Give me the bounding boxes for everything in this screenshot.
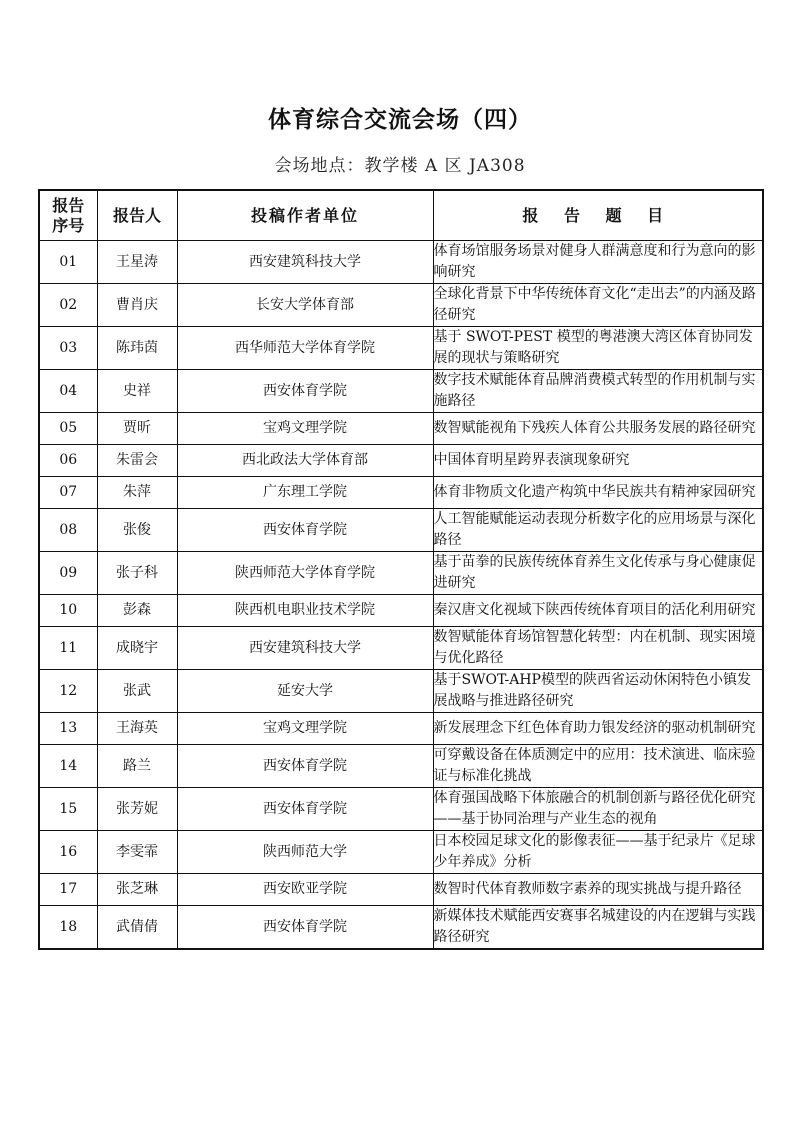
cell-seq: 18 xyxy=(39,906,97,950)
table-row xyxy=(39,670,763,713)
cell-reporter: 贾昕 xyxy=(97,413,177,445)
cell-reporter: 曹肖庆 xyxy=(97,284,177,327)
cell-seq: 04 xyxy=(39,370,97,413)
cell-reporter: 李雯霏 xyxy=(97,831,177,874)
cell-reporter: 张俊 xyxy=(97,509,177,552)
table-row xyxy=(39,595,763,627)
cell-topic: 数智时代体育教师数字素养的现实挑战与提升路径 xyxy=(433,874,763,906)
cell-reporter: 张芳妮 xyxy=(97,788,177,831)
cell-unit: 西安体育学院 xyxy=(177,906,433,950)
cell-unit: 宝鸡文理学院 xyxy=(177,413,433,445)
cell-topic: 数智赋能视角下残疾人体育公共服务发展的路径研究 xyxy=(433,413,763,445)
cell-unit: 陕西师范大学体育学院 xyxy=(177,552,433,595)
cell-topic: 新媒体技术赋能西安赛事名城建设的内在逻辑与实践路径研究 xyxy=(433,906,763,950)
table-row xyxy=(39,509,763,552)
cell-unit: 西华师范大学体育学院 xyxy=(177,327,433,370)
table-row xyxy=(39,477,763,509)
table-row xyxy=(39,745,763,788)
table-header-row xyxy=(39,190,763,241)
cell-reporter: 武倩倩 xyxy=(97,906,177,950)
table-row xyxy=(39,788,763,831)
cell-seq: 06 xyxy=(39,445,97,477)
cell-unit: 延安大学 xyxy=(177,670,433,713)
table-row xyxy=(39,552,763,595)
header-unit: 投稿作者单位 xyxy=(177,190,433,241)
table-row xyxy=(39,627,763,670)
cell-topic: 日本校园足球文化的影像表征——基于纪录片《足球少年养成》分析 xyxy=(433,831,763,874)
cell-seq: 15 xyxy=(39,788,97,831)
table-row xyxy=(39,370,763,413)
cell-seq: 10 xyxy=(39,595,97,627)
table-row xyxy=(39,445,763,477)
cell-topic: 人工智能赋能运动表现分析数字化的应用场景与深化路径 xyxy=(433,509,763,552)
cell-unit: 西安体育学院 xyxy=(177,509,433,552)
cell-topic: 中国体育明星跨界表演现象研究 xyxy=(433,445,763,477)
cell-topic: 体育场馆服务场景对健身人群满意度和行为意向的影响研究 xyxy=(433,241,763,284)
header-seq xyxy=(39,190,97,241)
venue-location: 会场地点：教学楼 A 区 JA308 xyxy=(274,156,526,176)
cell-seq: 13 xyxy=(39,713,97,745)
header-reporter: 报告人 xyxy=(97,190,177,241)
cell-seq: 11 xyxy=(39,627,97,670)
cell-seq: 09 xyxy=(39,552,97,595)
page-title: 体育综合交流会场（四） xyxy=(268,107,532,133)
cell-unit: 西安体育学院 xyxy=(177,788,433,831)
cell-reporter: 王海英 xyxy=(97,713,177,745)
header-topic: 报 告 题 目 xyxy=(433,190,763,241)
cell-topic: 体育强国战略下体旅融合的机制创新与路径优化研究——基于协同治理与产业生态的视角 xyxy=(433,788,763,831)
cell-seq: 07 xyxy=(39,477,97,509)
cell-topic: 数字技术赋能体育品牌消费模式转型的作用机制与实施路径 xyxy=(433,370,763,413)
cell-unit: 陕西师范大学 xyxy=(177,831,433,874)
cell-unit: 长安大学体育部 xyxy=(177,284,433,327)
cell-reporter: 张芝琳 xyxy=(97,874,177,906)
cell-unit: 宝鸡文理学院 xyxy=(177,713,433,745)
cell-reporter: 朱萍 xyxy=(97,477,177,509)
cell-reporter: 朱雷会 xyxy=(97,445,177,477)
table-row xyxy=(39,327,763,370)
cell-unit: 西安欧亚学院 xyxy=(177,874,433,906)
cell-reporter: 张武 xyxy=(97,670,177,713)
cell-topic: 体育非物质文化遗产构筑中华民族共有精神家园研究 xyxy=(433,477,763,509)
cell-seq: 02 xyxy=(39,284,97,327)
table-row xyxy=(39,241,763,284)
cell-reporter: 彭森 xyxy=(97,595,177,627)
cell-reporter: 成晓宇 xyxy=(97,627,177,670)
cell-topic: 可穿戴设备在体质测定中的应用：技术演进、临床验证与标准化挑战 xyxy=(433,745,763,788)
cell-reporter: 张子科 xyxy=(97,552,177,595)
cell-topic: 新发展理念下红色体育助力银发经济的驱动机制研究 xyxy=(433,713,763,745)
cell-unit: 西安体育学院 xyxy=(177,745,433,788)
cell-reporter: 陈玮茵 xyxy=(97,327,177,370)
cell-topic: 基于苗拳的民族传统体育养生文化传承与身心健康促进研究 xyxy=(433,552,763,595)
table-row xyxy=(39,284,763,327)
cell-reporter: 史祥 xyxy=(97,370,177,413)
table-row xyxy=(39,713,763,745)
cell-topic: 数智赋能体育场馆智慧化转型：内在机制、现实困境与优化路径 xyxy=(433,627,763,670)
table-row xyxy=(39,413,763,445)
cell-seq: 17 xyxy=(39,874,97,906)
table-row xyxy=(39,874,763,906)
table-row xyxy=(39,831,763,874)
cell-seq: 01 xyxy=(39,241,97,284)
report-schedule-table xyxy=(38,189,764,950)
cell-seq: 12 xyxy=(39,670,97,713)
cell-unit: 西北政法大学体育部 xyxy=(177,445,433,477)
cell-topic: 基于 SWOT-PEST 模型的粤港澳大湾区体育协同发展的现状与策略研究 xyxy=(433,327,763,370)
cell-topic: 秦汉唐文化视域下陕西传统体育项目的活化利用研究 xyxy=(433,595,763,627)
cell-seq: 14 xyxy=(39,745,97,788)
cell-topic: 全球化背景下中华传统体育文化“走出去”的内涵及路径研究 xyxy=(433,284,763,327)
header-seq-line1: 报告 xyxy=(52,195,85,215)
cell-reporter: 王星涛 xyxy=(97,241,177,284)
cell-seq: 08 xyxy=(39,509,97,552)
cell-unit: 西安建筑科技大学 xyxy=(177,627,433,670)
cell-topic: 基于SWOT-AHP模型的陕西省运动休闲特色小镇发展战略与推进路径研究 xyxy=(433,670,763,713)
table-row xyxy=(39,906,763,950)
cell-unit: 西安建筑科技大学 xyxy=(177,241,433,284)
cell-unit: 西安体育学院 xyxy=(177,370,433,413)
cell-unit: 陕西机电职业技术学院 xyxy=(177,595,433,627)
cell-reporter: 路兰 xyxy=(97,745,177,788)
header-seq-line2: 序号 xyxy=(52,215,85,235)
cell-seq: 03 xyxy=(39,327,97,370)
cell-seq: 16 xyxy=(39,831,97,874)
cell-unit: 广东理工学院 xyxy=(177,477,433,509)
cell-seq: 05 xyxy=(39,413,97,445)
